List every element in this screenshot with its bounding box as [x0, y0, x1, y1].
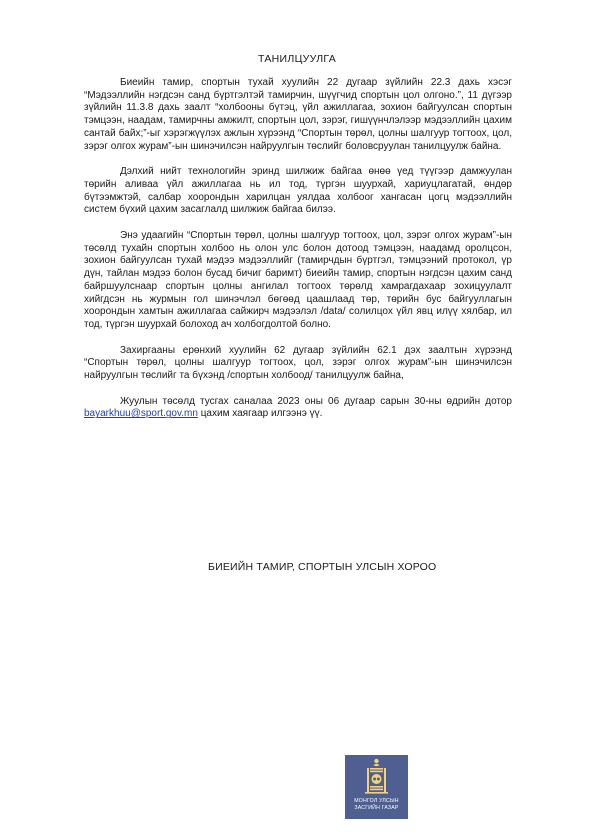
- emblem-text-line-2: ЗАСГИЙН ГАЗАР: [354, 805, 399, 811]
- paragraph-2: Дэлхий нийт технологийн эринд шилжиж байгаа өнөө үед түүгээр дамжуулан төрийн аливаа үйл ажиллагаа нь ил тод, түргэн шуурхай, хариуцлагатай, өндөр бүтээмжтэй, салбар хоорондын харилцан уялдаа холбоог хангасан цогц мэдээллийн систем бүхий цахим засаглалд шилжиж байгаа билээ.: [84, 166, 512, 216]
- paragraph-3: Энэ удаагийн “Спортын төрөл, цолны шалгуур тогтоох, цол, зэрэг олгох журам”-ын төсөлд тухайн спортын холбоо нь олон улс болон дотоод тэмцээн, наадамд оролцсон, зохион байгуулсан тухай мэдээ мэдээллийг (тамирчдын бүртгэл, тэмцээний протокол, үр дүн, тайлан мэдээ болон бусад бичиг баримт) биеийн тамир, спортын нэгдсэн цахим санд байршуулснаар спортын цолны ангилал тогтоох төрөлд хамрагдахаар зохицуулалт хийгдсэн нь журмын гол шинэчлэл бөгөөд цаашлаад төр, төрийн бус байгууллагын хоорондын хамтын ажиллагаа сайжирч мэдээлэл /data/ солилцох үйл явц илүү хялбар, ил тод, түргэн шуурхай болоход ач холбогдолтой болно.: [84, 230, 512, 330]
- emblem-text-line-1: МОНГОЛ УЛСЫН: [354, 798, 399, 804]
- email-link[interactable]: bayarkhuu@sport.gov.mn: [84, 408, 198, 420]
- document-body: [84, 77, 512, 434]
- paragraph-5-text-before: Жуулын төсөлд тусгах саналаа 2023 оны 06 дугаар сарын 30-ны өдрийн дотор: [120, 395, 512, 407]
- paragraph-5-text-after: цахим хаягаар илгээнэ үү.: [197, 408, 323, 420]
- document-title: ТАНИЛЦУУЛГА: [257, 53, 337, 65]
- signature-organization: БИЕИЙН ТАМИР, СПОРТЫН УЛСЫН ХОРОО: [208, 561, 437, 573]
- government-emblem-logo: [345, 755, 408, 819]
- paragraph-5: [84, 396, 512, 421]
- paragraph-4: Захиргааны ерөнхий хуулийн 62 дугаар зүйлийн 62.1 дэх заалтын хүрээнд “Спортын төрөл, цолны шалгуур тогтоох, цол, зэрэг олгох журам”-ын шинэчилсэн найруулгын төслийг та бүхэнд /спортын холбоод/ танилцуулж байна,: [84, 344, 512, 382]
- paragraph-1: Биеийн тамир, спортын тухай хуулийн 22 дугаар зүйлийн 22.3 дахь хэсэг “Мэдээллийн нэгдсэн санд бүртгэлтэй тамирчин, шүүгчид спортын цол олгоно.”, 11 дүгээр зүйлийн 11.3.8 дахь заалт “холбооны бүтэц, үйл ажиллагаа, зохион байгуулсан спортын тэмцээн, наадам, тамирчны амжилт, спортын цол, зэрэг, гишүүнчлэлээр мэдээллийн цахим сантай байх;”-ыг хэрэгжүүлэх ажлын хүрээнд “Спортын төрөл, цолны шалгуур тогтоох, цол, зэрэг олгох журам”-ын шинэчилсэн найруулгын төслийг боловсруулан танилцуулж байна.: [84, 77, 512, 152]
